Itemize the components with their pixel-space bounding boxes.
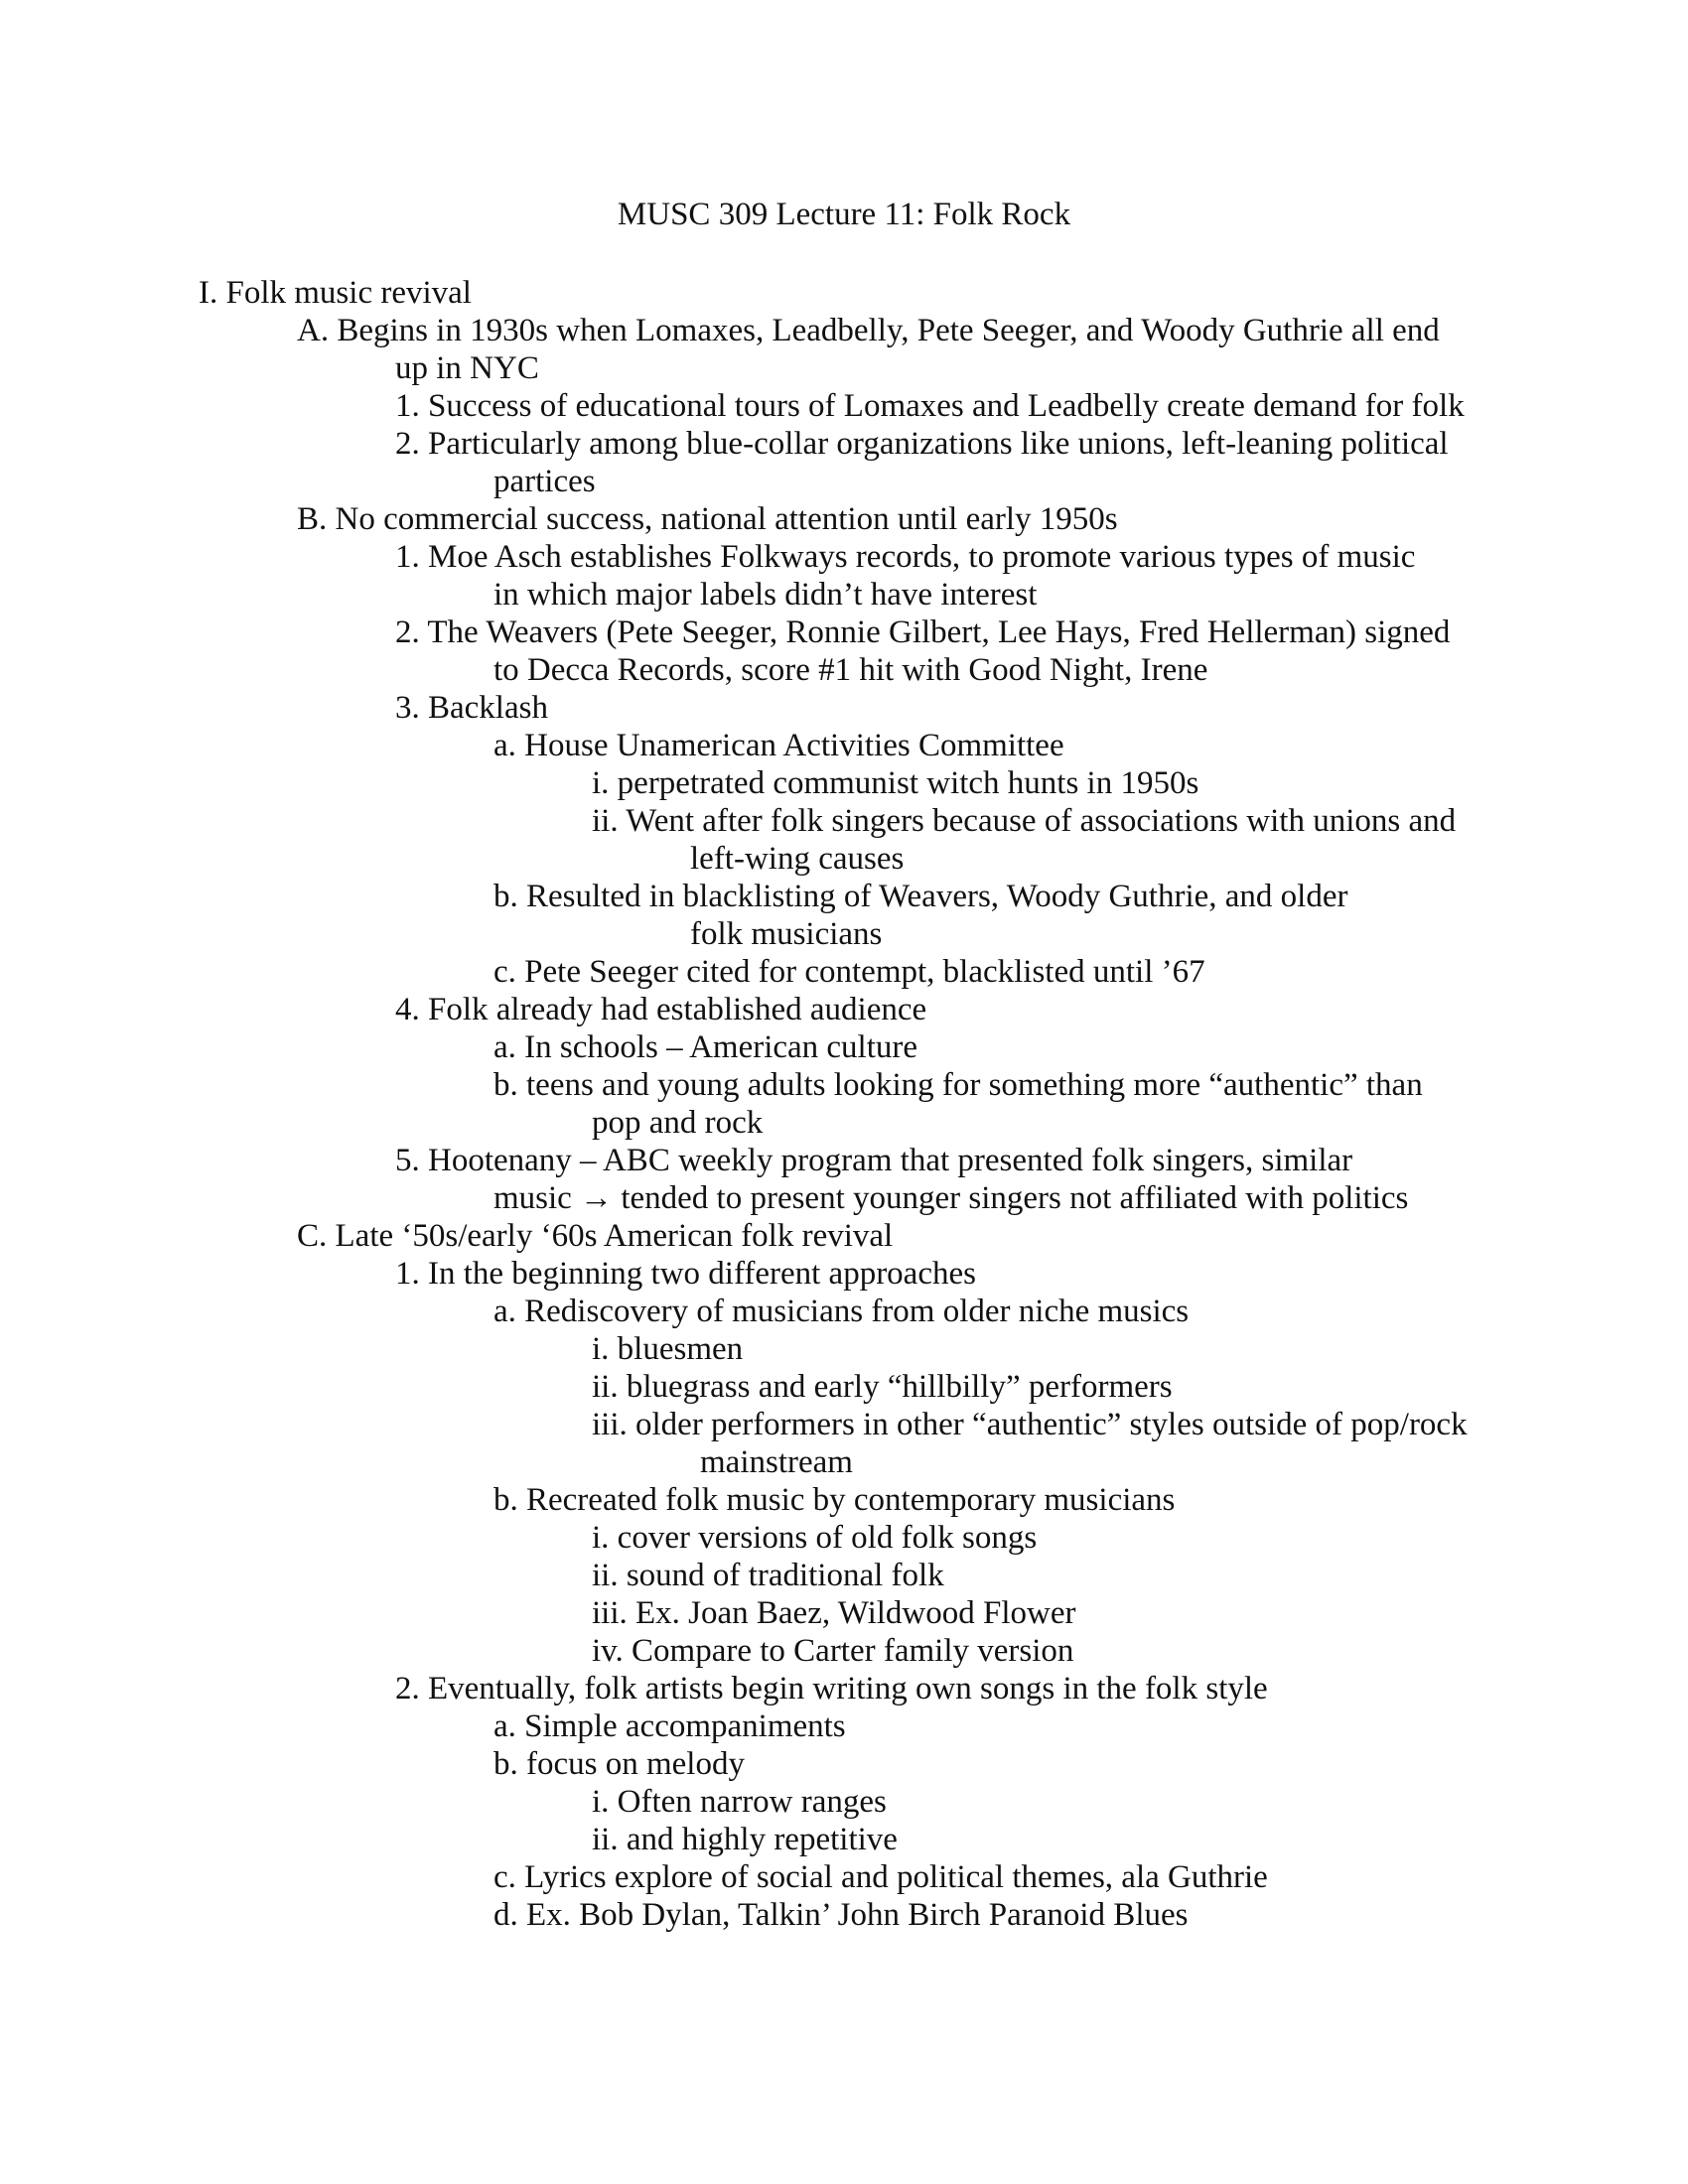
outline-item-C1b-iv: iv. Compare to Carter family version (592, 1633, 1074, 1669)
outline-item-B3a: a. House Unamerican Activities Committee (493, 728, 1064, 763)
outline-item-C1: 1. In the beginning two different approaches (395, 1256, 976, 1292)
outline-item-B: B. No commercial success, national attention until early 1950s (297, 501, 1118, 537)
outline-item-A-cont: up in NYC (395, 350, 539, 386)
outline-item-A: A. Begins in 1930s when Lomaxes, Leadbelly, Pete Seeger, and Woody Guthrie all end (297, 313, 1440, 348)
outline-item-B4a: a. In schools – American culture (493, 1029, 918, 1065)
outline-item-A2-cont: partices (493, 464, 596, 499)
outline-item-C: C. Late ‘50s/early ‘60s American folk revival (297, 1218, 894, 1254)
outline-item-B4: 4. Folk already had established audience (395, 992, 927, 1027)
outline-item-C1a-ii: ii. bluegrass and early “hillbilly” performers (592, 1369, 1173, 1405)
outline-section-I: I. Folk music revival (199, 275, 472, 311)
outline-item-B5: 5. Hootenany – ABC weekly program that presented folk singers, similar (395, 1143, 1353, 1178)
outline-item-C1a-iii-cont: mainstream (700, 1444, 853, 1480)
outline-item-B3a-ii-cont: left-wing causes (690, 841, 905, 877)
outline-item-C2: 2. Eventually, folk artists begin writing own songs in the folk style (395, 1671, 1268, 1706)
outline-item-B3a-i: i. perpetrated communist witch hunts in 1950s (592, 765, 1199, 801)
outline-item-C2b: b. focus on melody (493, 1746, 745, 1782)
outline-item-B3a-ii: ii. Went after folk singers because of associations with unions and (592, 803, 1457, 839)
outline-item-B1-cont: in which major labels didn’t have interest (493, 577, 1038, 613)
outline-item-C1b-i: i. cover versions of old folk songs (592, 1520, 1038, 1556)
outline-item-C1a: a. Rediscovery of musicians from older niche musics (493, 1294, 1190, 1329)
outline-item-B4b-cont: pop and rock (592, 1105, 764, 1141)
outline-item-C2a: a. Simple accompaniments (493, 1708, 846, 1744)
outline-item-B3c: c. Pete Seeger cited for contempt, blacklisted until ’67 (493, 954, 1205, 990)
outline-item-B2: 2. The Weavers (Pete Seeger, Ronnie Gilbert, Lee Hays, Fred Hellerman) signed (395, 614, 1451, 650)
outline-item-A1: 1. Success of educational tours of Lomaxes and Leadbelly create demand for folk (395, 388, 1465, 424)
outline-item-C2c: c. Lyrics explore of social and political themes, ala Guthrie (493, 1859, 1268, 1895)
outline-item-C1a-i: i. bluesmen (592, 1331, 744, 1367)
outline-item-C1b-iii: iii. Ex. Joan Baez, Wildwood Flower (592, 1595, 1076, 1631)
outline-item-C1a-iii: iii. older performers in other “authentic” styles outside of pop/rock (592, 1407, 1468, 1442)
outline-item-B3b: b. Resulted in blacklisting of Weavers, Woody Guthrie, and older (493, 879, 1348, 914)
outline-item-C1b: b. Recreated folk music by contemporary musicians (493, 1482, 1176, 1518)
outline-item-C1b-ii: ii. sound of traditional folk (592, 1558, 944, 1593)
outline-item-B5-cont: music → tended to present younger singers not affiliated with politics (493, 1180, 1409, 1216)
outline-item-C2d: d. Ex. Bob Dylan, Talkin’ John Birch Paranoid Blues (493, 1897, 1189, 1933)
outline-item-C2b-i: i. Often narrow ranges (592, 1784, 887, 1820)
outline-item-B3b-cont: folk musicians (690, 916, 883, 952)
outline-item-B2-cont: to Decca Records, score #1 hit with Good Night, Irene (493, 652, 1208, 688)
outline-item-A2: 2. Particularly among blue-collar organizations like unions, left-leaning political (395, 426, 1449, 462)
outline-item-C2b-ii: ii. and highly repetitive (592, 1822, 898, 1857)
outline-item-B4b: b. teens and young adults looking for something more “authentic” than (493, 1067, 1423, 1103)
outline-item-B1: 1. Moe Asch establishes Folkways records, to promote various types of music (395, 539, 1416, 575)
document-title: MUSC 309 Lecture 11: Folk Rock (617, 197, 1071, 232)
outline-item-B3: 3. Backlash (395, 690, 548, 726)
